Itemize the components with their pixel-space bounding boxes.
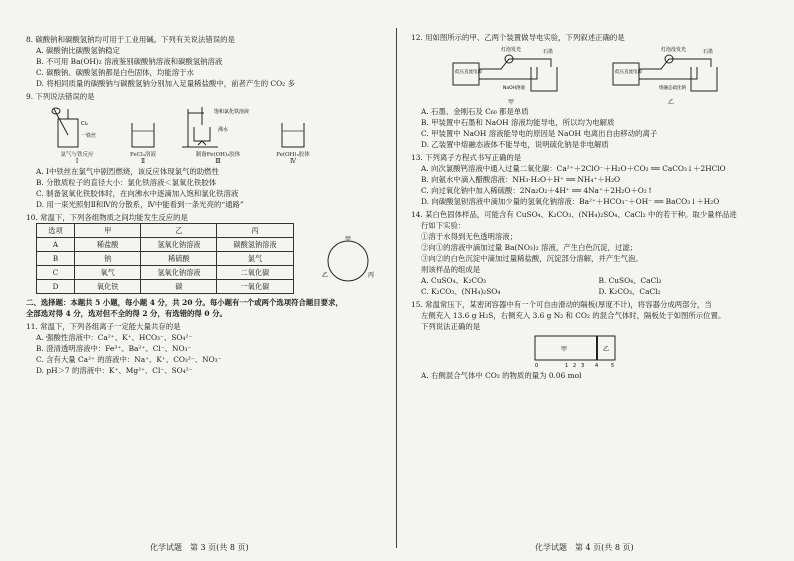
- q11-option-d: D. pH＞7 的溶液中：K⁺、Mg²⁺、Cl⁻、SO₄²⁻: [36, 366, 193, 375]
- q9-figure-1: [46, 105, 108, 165]
- right-page: [397, 0, 794, 561]
- q11-option-c: C. 含有大量 Ca²⁺ 的溶液中：Na⁺、K⁺、CO₃²⁻、NO₃⁻: [36, 355, 222, 364]
- q9-fig4-number: Ⅳ: [290, 158, 296, 165]
- q8-stem: 8. 碳酸钠和碳酸氢钠均可用于工业用碱。下列有关说法错误的是: [26, 35, 235, 44]
- q10-stem: 10. 常温下，下列各组物质之间均能发生反应的是: [26, 213, 188, 222]
- q9-figure-3: [178, 105, 258, 165]
- q8-option-a: A. 碳酸钠比碳酸氢钠稳定: [36, 46, 120, 55]
- q9-fig3-label-1: 饱和氯化铁溶液: [214, 109, 250, 115]
- q12-option-b: B. 甲装置中石墨和 NaOH 溶液均能导电，所以均为电解质: [421, 118, 615, 127]
- table-cell: A: [37, 238, 75, 252]
- q11-option-b: B. 澄清透明溶液中：Fe³⁺、Ba²⁺、Cl⁻、NO₃⁻: [36, 344, 192, 353]
- q9-figures: [46, 105, 383, 165]
- question-14: [411, 209, 776, 297]
- q12-option-d: D. 乙装置中熔融态液体不能导电，说明硫化钠是非电解质: [421, 140, 609, 149]
- question-9: [26, 91, 383, 210]
- table-header: 选项: [37, 224, 75, 238]
- q13-option-b: B. 向氨水中滴入醋酸溶液：NH₃·H₂O＋H⁺ ══ NH₄⁺＋H₂O: [421, 175, 621, 184]
- table-cell: 氧气: [74, 266, 141, 280]
- table-cell: C: [37, 266, 75, 280]
- q12-fig2-number: 乙: [667, 99, 674, 106]
- q8-option-c: C. 碳酸钠、碳酸氢钠都是白色固体，均能溶于水: [36, 68, 194, 77]
- q15-line-2: 左侧充入 13.6 g H₂S，右侧充入 3.6 g N₂ 和 CO₂ 的混合气体时，隔板处于如图所示位置。: [421, 311, 726, 320]
- q14-options-row-1: [411, 275, 776, 286]
- table-header: 丙: [217, 224, 293, 238]
- q14-line-6: 则该样品的组成是: [421, 265, 481, 274]
- table-row: [37, 266, 294, 280]
- q12-stem: 12. 用如图所示的甲、乙两个装置做导电实验，下列叙述正确的是: [411, 33, 625, 42]
- q12-fig2-label-3: 低压直流电源: [615, 70, 642, 75]
- table-cell: D: [37, 280, 75, 294]
- q13-option-c: C. 向过氧化钠中加入稀硫酸：2Na₂O₂＋4H⁺ ══ 4Na⁺＋2H₂O＋O₂↑: [421, 186, 654, 195]
- table-header-row: [37, 224, 294, 238]
- q15-line-1: 15. 常温常压下，某密闭容器中有一个可自由滑动的隔板(厚度不计)，将容器分成两部分，当: [411, 300, 712, 309]
- scale-tick: 5: [611, 363, 615, 369]
- colloid-preparation-apparatus-icon: [178, 105, 258, 149]
- q14-line-2: 行如下实验：: [421, 221, 466, 230]
- q12-option-a: A. 石墨、金刚石及 C₆₀ 都是单质: [421, 107, 529, 116]
- table-row: [37, 238, 294, 252]
- q12-fig1-label-2: 石墨: [543, 49, 554, 55]
- q11-option-a: A. 强酸性溶液中：Ca²⁺、K⁺、HCO₃⁻、SO₄²⁻: [36, 333, 193, 342]
- q9-option-a: A. Ⅰ中铁丝在氯气中剧烈燃烧，该反应体现氯气的助燃性: [36, 167, 219, 176]
- table-row: [37, 252, 294, 266]
- q15-line-3: 下列说法正确的是: [421, 322, 481, 331]
- q14-option-c: C. K₂CO₃、(NH₄)₂SO₄: [421, 287, 501, 296]
- cycle-label-yi: 乙: [321, 271, 328, 279]
- question-10: [26, 212, 383, 294]
- scale-tick: 3: [581, 363, 585, 369]
- q9-fig2-caption: FeCl₃溶液: [130, 152, 156, 158]
- q14-line-1: 14. 某白色固体样品，可能含有 CuSO₄、K₂CO₃、(NH₄)₂SO₄、CaCl₂ 中的若干种。取少量样品进: [411, 210, 737, 219]
- container-label-yi: 乙: [603, 346, 610, 353]
- q9-option-d: D. 用一束光照射Ⅱ和Ⅳ的分散系，Ⅳ中能看到一条光亮的“通路”: [36, 200, 244, 209]
- left-page-footer: 化学试题 第 3 页(共 8 页): [150, 543, 249, 552]
- table-header: 甲: [74, 224, 141, 238]
- q12-figure-jia: [451, 45, 571, 106]
- conductivity-apparatus-icon: [451, 45, 571, 97]
- table-cell: 氯气: [217, 252, 293, 266]
- q13-option-a: A. 向次氯酸钙溶液中通入过量二氧化碳：Ca²⁺＋2ClO⁻＋H₂O＋CO₂ ══ CaCO₃↓＋2HClO: [421, 164, 726, 173]
- question-13: [411, 152, 776, 207]
- q12-fig2-label-1: 灯泡没发光: [661, 47, 687, 53]
- q8-option-b: B. 不可用 Ba(OH)₂ 溶液鉴别碳酸钠溶液和碳酸氢钠溶液: [36, 57, 223, 66]
- q9-fig4-caption: Fe(OH)₃胶体: [276, 152, 310, 158]
- scale-tick: 4: [595, 363, 599, 369]
- reaction-cycle-diagram: [316, 229, 384, 289]
- q12-fig2-label-4: 熔融态硫化钠: [659, 86, 686, 91]
- table-cell: 碳酸氢钠溶液: [217, 238, 293, 252]
- scale-tick: 2: [573, 363, 577, 369]
- q9-figure-2: [126, 105, 160, 165]
- section-2-line-1: 二、选择题：本题共 5 小题，每小题 4 分，共 20 分。每小题有一个或两个选项符合题目要求，: [26, 298, 343, 307]
- sliding-partition-container: [533, 334, 633, 370]
- container-label-jia: 甲: [561, 346, 568, 353]
- beaker-icon: [126, 105, 160, 149]
- q9-fig1-number: Ⅰ: [75, 158, 79, 165]
- q14-options-row-2: [411, 286, 776, 297]
- table-row: [37, 280, 294, 294]
- question-15: [411, 299, 776, 381]
- cycle-label-bing: 丙: [367, 271, 374, 279]
- beaker-icon: [276, 105, 310, 149]
- q9-fig3-label-2: 沸水: [218, 127, 229, 133]
- q9-fig1-caption: 氯气与铁反应: [60, 152, 94, 158]
- q9-stem: 9. 下列说法错误的是: [26, 92, 95, 101]
- question-12: [411, 32, 776, 150]
- q14-line-4: ②向①的溶液中滴加过量 Ba(NO₃)₂ 溶液，产生白色沉淀，过滤；: [421, 243, 638, 252]
- q10-body: [26, 223, 383, 294]
- q9-fig1-label-2: 一铁丝: [81, 133, 97, 139]
- q12-figure-yi: [611, 45, 731, 106]
- table-cell: 氢氧化钠溶液: [141, 266, 217, 280]
- chlorine-iron-apparatus-icon: [46, 105, 108, 149]
- q12-option-c: C. 甲装置中 NaOH 溶液能导电的原因是 NaOH 电离出自由移动的离子: [421, 129, 658, 138]
- q14-line-5: ③向②的白色沉淀中滴加过量稀盐酸，沉淀部分溶解，并产生气泡。: [421, 254, 643, 263]
- conductivity-apparatus-icon: [611, 45, 731, 97]
- section-2-instructions: [26, 297, 383, 319]
- right-page-footer: 化学试题 第 4 页(共 8 页): [535, 543, 634, 552]
- q8-option-d: D. 将相同质量的碳酸钠与碳酸氢钠分别加入足量稀盐酸中，前者产生的 CO₂ 多: [36, 79, 295, 88]
- table-cell: 碳: [141, 280, 217, 294]
- q9-option-c: C. 制备氢氧化铁胶体时，在向沸水中逐滴加入饱和氯化铁溶液: [36, 189, 239, 198]
- scale-tick: 1: [565, 363, 569, 369]
- table-cell: 氢氧化钠溶液: [141, 238, 217, 252]
- table-cell: 二氧化碳: [217, 266, 293, 280]
- q9-fig2-number: Ⅱ: [140, 158, 146, 165]
- q10-table: [36, 223, 294, 294]
- q12-fig1-label-1: 灯泡发光: [501, 47, 522, 53]
- q14-option-d: D. K₂CO₃、CaCl₂: [598, 287, 661, 296]
- q9-option-b: B. 分散质粒子的直径大小：氯化铁溶液＜氯氧化铁胶体: [36, 178, 217, 187]
- table-cell: 钠: [74, 252, 141, 266]
- question-8: [26, 34, 383, 89]
- q11-stem: 11. 常温下，下列各组离子一定能大量共存的是: [26, 322, 181, 331]
- q13-stem: 13. 下列离子方程式书写正确的是: [411, 153, 522, 162]
- q15-option-a: A. 右侧混合气体中 CO₂ 的物质的量为 0.06 mol: [421, 371, 582, 380]
- table-cell: 稀硫酸: [141, 252, 217, 266]
- section-2-line-2: 全部选对得 4 分，选对但不全的得 2 分，有选错的得 0 分。: [26, 309, 227, 318]
- q12-fig1-label-3: 低压直流电源: [455, 70, 482, 75]
- question-11: [26, 321, 383, 376]
- table-cell: 稀盐酸: [74, 238, 141, 252]
- q14-line-3: ①溶于水得到无色透明溶液；: [421, 232, 518, 241]
- q12-fig1-number: 甲: [507, 99, 514, 106]
- q14-option-b: B. CuSO₄、CaCl₂: [598, 276, 662, 285]
- scale-tick: 0: [535, 363, 539, 369]
- table-cell: B: [37, 252, 75, 266]
- q9-fig1-label-1: Cl₂: [81, 121, 88, 127]
- q13-option-d: D. 向碳酸氢钡溶液中滴加少量的氢氧化钠溶液：Ba²⁺＋HCO₃⁻＋OH⁻ ══ BaCO₃↓＋H₂O: [421, 197, 720, 206]
- q9-fig3-number: Ⅲ: [215, 158, 221, 165]
- table-cell: 一氧化碳: [217, 280, 293, 294]
- q9-fig3-caption: 制备Fe(OH)₃胶体: [195, 152, 241, 158]
- q12-fig1-label-4: NaOH溶液: [503, 86, 526, 91]
- q12-fig2-label-2: 石墨: [703, 49, 714, 55]
- table-header: 乙: [141, 224, 217, 238]
- q12-figures: [451, 45, 776, 106]
- cycle-label-jia: 甲: [344, 235, 351, 243]
- table-cell: 氧化铁: [74, 280, 141, 294]
- q9-figure-4: [276, 105, 310, 165]
- q14-option-a: A. CuSO₄、K₂CO₃: [421, 276, 487, 285]
